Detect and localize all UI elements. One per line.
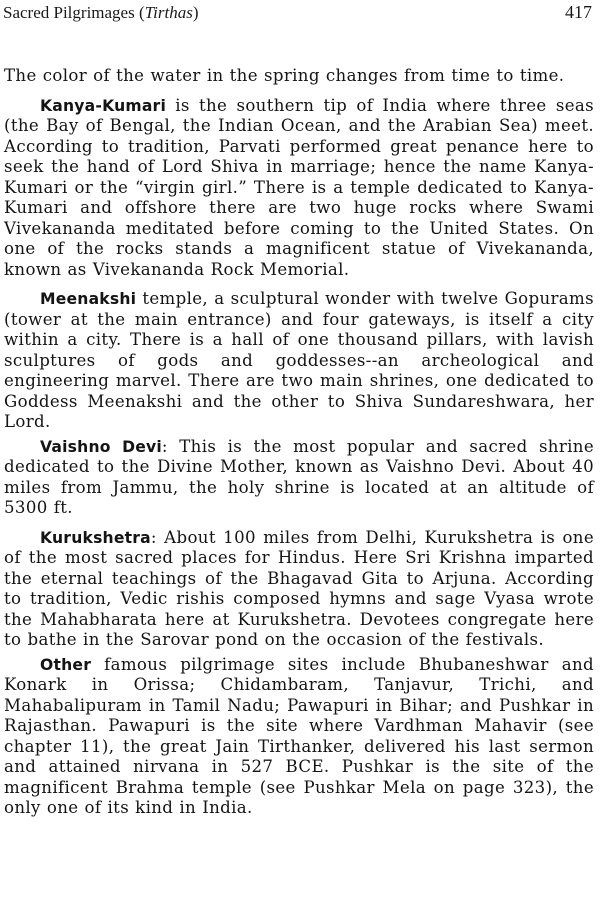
page-number: 417: [565, 2, 592, 22]
paragraph-text: : This is the most popular and sacred shrine dedicated to the Divine Mother, known as Vaishno Devi. About 40 miles from Jammu, the holy shrine is located at an altitude of 5300 ft.: [4, 436, 594, 517]
paragraph-term: Meenakshi: [40, 290, 137, 308]
paragraph-term: Vaishno Devi: [40, 437, 162, 456]
running-title-italic: Tirthas: [144, 3, 193, 22]
paragraph-continued: [4, 66, 594, 87]
paragraph-text: : About 100 miles from Delhi, Kurukshetra is one of the most sacred places for Hindus. Here Sri Krishna imparted the eternal teachings of the Bhagavad Gita to Arjuna. According to tradition, Vedic rishis composed hymns and sage Vyasa wrote the Mahabharata here at Kurukshetra. Devotees congregate here to bathe in the Sarovar pond on the occasion of the festivals.: [4, 527, 594, 649]
paragraph-kanya-kumari: [4, 96, 594, 281]
running-header: [0, 0, 600, 24]
paragraph-meenakshi: [4, 289, 594, 433]
paragraph-text: is the southern tip of India where three seas (the Bay of Bengal, the Indian Ocean, and the Arabian Sea) meet. According to tradition, Parvati performed great penance here to seek the hand of Lord Shiva in marriage; hence the name Kanya-Kumari or the “virgin girl.” There is a temple dedicated to Kanya-Kumari and offshore there are two huge rocks where Swami Vivekananda meditated before coming to the United States. On one of the rocks stands a magnificent statue of Vivekananda, known as Vivekananda Rock Memorial.: [4, 95, 594, 279]
paragraph-term: Kurukshetra: [40, 528, 151, 547]
running-title-close: ): [192, 3, 199, 22]
paragraph-text: The color of the water in the spring changes from time to time.: [4, 66, 565, 85]
paragraph-kurukshetra: [4, 528, 594, 651]
running-title: [3, 3, 199, 23]
paragraph-term: Other: [40, 655, 92, 674]
paragraph-term: Kanya-Kumari: [40, 96, 166, 115]
paragraph-vaishno-devi: [4, 437, 594, 519]
paragraph-other: [4, 655, 594, 819]
page-body: [4, 66, 594, 819]
paragraph-text: famous pilgrimage sites include Bhubaneshwar and Konark in Orissa; Chidambaram, Tanjavur, Trichi, and Mahabalipuram in Tamil Nadu; Pawapuri in Bihar; and Pushkar in Rajasthan. Pawapuri is the site where Vardhman Mahavir (see chapter 11), the great Jain Tirthanker, delivered his last sermon and attained nirvana in 527 BCE. Pushkar is the site of the magnificent Brahma temple (see Pushkar Mela on page 323), the only one of its kind in India.: [4, 654, 594, 817]
running-title-main: Sacred Pilgrimages (: [3, 3, 145, 22]
paragraph-text: temple, a sculptural wonder with twelve Gopurams (tower at the main entrance) and four gateways, is itself a city within a city. There is a hall of one thousand pillars, with lavish sculptures of gods and goddesses--an archeological and engineering marvel. There are two main shrines, one dedicated to Goddess Meenakshi and the other to Shiva Sundareshwara, her Lord.: [4, 289, 594, 431]
